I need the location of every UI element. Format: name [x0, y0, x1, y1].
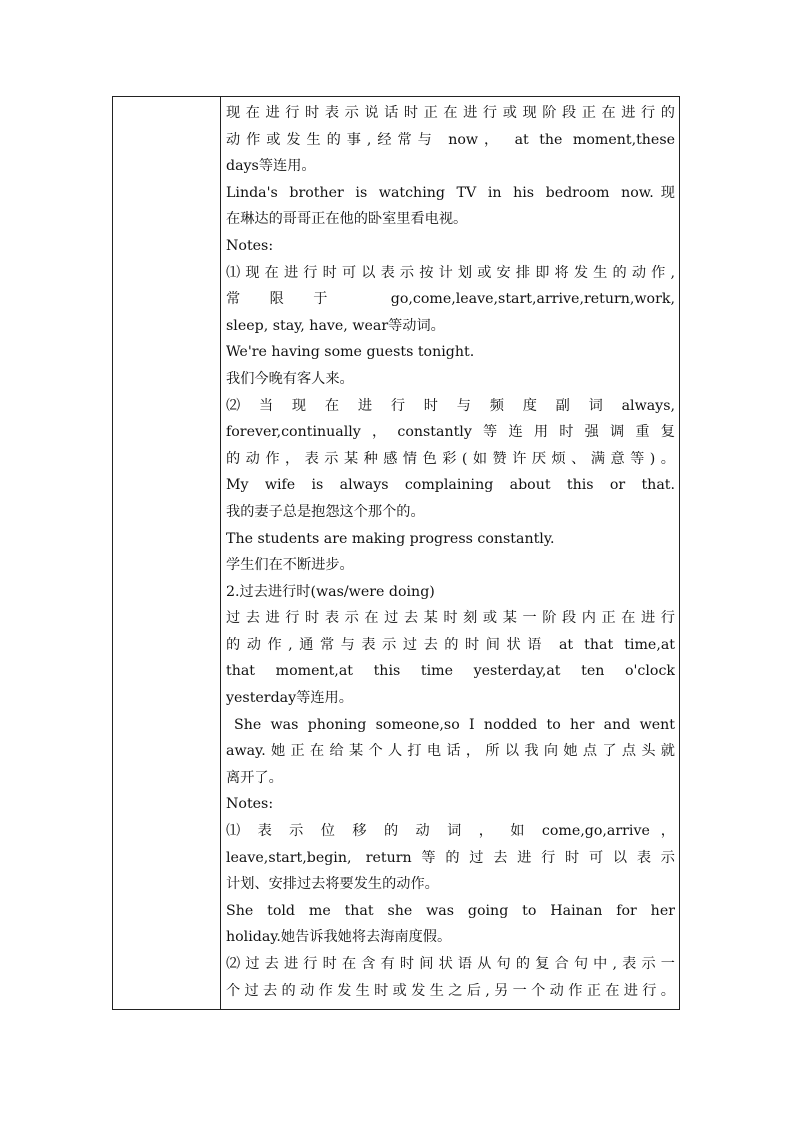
text-line: Notes:	[226, 796, 274, 813]
text-line: 在琳达的哥哥正在他的卧室里看电视。	[226, 211, 468, 228]
text-line: 离开了。	[226, 769, 283, 786]
text-line: Linda's brother is watching TV in his bedroom now.现	[226, 184, 675, 201]
text-line: 动作或发生的事,经常与 now， at the moment,these	[226, 131, 675, 148]
text-line: 常限于 go,come,leave,start,arrive,return,work,	[226, 291, 675, 308]
text-line: ⑵过去进行时在含有时间状语从句的复合句中,表示一	[226, 956, 675, 972]
text-line: ⑵ 当 现 在 进 行 时 与 频 度 副 词 always,	[226, 397, 675, 414]
text-line: ⑴ 表 示 位 移 的 动 词 ， 如 come,go,arrive ，	[226, 823, 675, 840]
text-line: 过去进行时表示在过去某时刻或某一阶段内正在进行	[226, 610, 675, 627]
text-line: days等连用。	[226, 158, 316, 175]
text-line: holiday.她告诉我她将去海南度假。	[226, 929, 452, 946]
text-line: 的动作,通常与表示过去的时间状语 at that time,at	[226, 636, 675, 653]
text-line: 的动作，表示某种感情色彩(如赞许厌烦、满意等)。	[226, 450, 675, 467]
text-line: 学生们在不断进步。	[226, 557, 354, 574]
text-line: 2.过去进行时(was/were doing)	[226, 583, 435, 600]
text-line: She told me that she was going to Hainan for her	[226, 902, 675, 919]
text-line: 我们今晚有客人来。	[226, 370, 354, 387]
text-line: Notes:	[226, 237, 274, 254]
text-line: sleep, stay, have, wear等动词。	[226, 317, 445, 334]
text-line: 计划、安排过去将要发生的动作。	[226, 876, 439, 893]
text-column	[221, 97, 679, 1009]
text-line: 我的妻子总是抱怨这个那个的。	[226, 503, 425, 520]
text-line: yesterday等连用。	[226, 690, 353, 707]
left-column	[113, 97, 221, 1009]
text-line: The students are making progress constantly.	[226, 530, 555, 547]
text-line: leave,start,begin, return等的过去进行时可以表示	[226, 849, 675, 866]
text-line: 现在进行时表示说话时正在进行或现阶段正在进行的	[226, 105, 675, 121]
text-line: away.她正在给某个人打电话，所以我向她点了点头就	[226, 743, 675, 760]
text-line: 个过去的动作发生时或发生之后,另一个动作正在进行。	[226, 982, 675, 999]
text-line: She was phoning someone,so I nodded to her and went	[234, 716, 675, 733]
text-line: ⑴现在进行时可以表示按计划或安排即将发生的动作,	[226, 264, 675, 281]
text-line: We're having some guests tonight.	[226, 344, 475, 361]
content-table	[112, 96, 680, 1010]
text-line: My wife is always complaining about this or that.	[226, 477, 675, 494]
text-line: that moment,at this time yesterday,at ten o'clock	[226, 663, 675, 680]
text-line: forever,continually，constantly等连用时强调重复	[226, 424, 675, 441]
